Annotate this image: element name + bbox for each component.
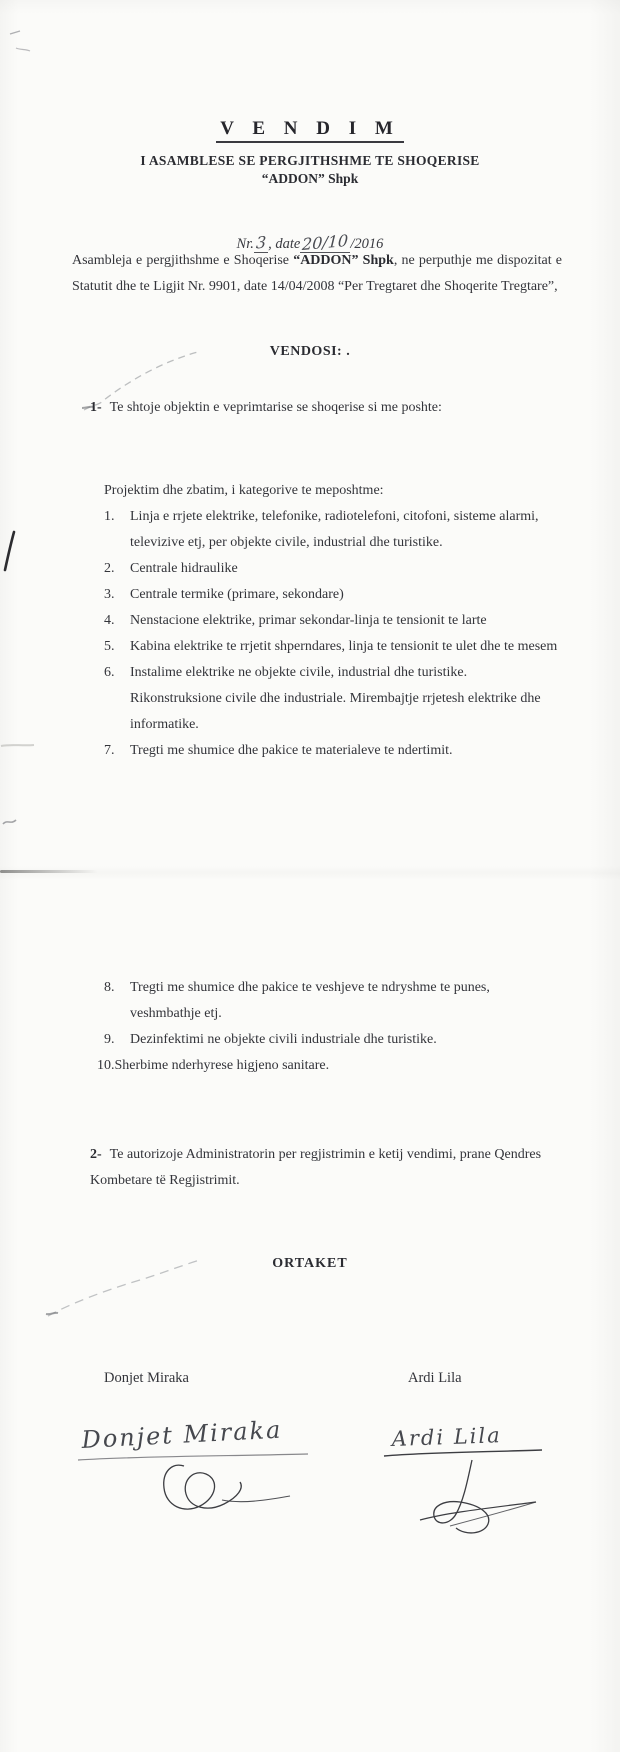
signature-text: Ardi Lila bbox=[391, 1423, 503, 1451]
list-item bbox=[97, 1053, 562, 1079]
item-text: Dezinfektimi ne objekte civili industriale dhe turistike. bbox=[130, 1032, 437, 1047]
vendosi-heading: VENDOSI: . bbox=[269, 344, 351, 359]
item-text: Linja e rrjete elektrike, telefonike, radiotelefoni, citofoni, sisteme alarmi, televizive etj, per objekte civile, industrial dhe turistike. bbox=[130, 509, 539, 550]
ortaket-heading: ORTAKET bbox=[272, 1256, 348, 1271]
list-item bbox=[104, 504, 562, 556]
list-item bbox=[104, 975, 562, 1027]
intro-company-bold: “ADDON” Shpk bbox=[293, 253, 394, 268]
list-item bbox=[104, 1027, 562, 1053]
item-number: 3. bbox=[104, 587, 115, 602]
sublist-intro: Projektim dhe zbatim, i kategorive te meposhtme: bbox=[104, 483, 384, 498]
item-text: Instalime elektrike ne objekte civile, industrial dhe turistike. Rikonstruksione civile dhe industriale. Mirembajtje rrjetesh elektrike dhe informatike. bbox=[130, 665, 541, 732]
point-2-marker: 2- bbox=[90, 1147, 102, 1162]
company-name: “ADDON” Shpk bbox=[261, 171, 359, 186]
activity-list-page2 bbox=[97, 975, 562, 1079]
item-text: Kabina elektrike te rrjetit shperndares, linja te tensionit te ulet dhe te mesem bbox=[130, 639, 558, 654]
signature-text: Donjet Miraka bbox=[80, 1415, 283, 1454]
item-text: Tregti me shumice dhe pakice te veshjeve te ndryshme te punes, veshmbathje etj. bbox=[130, 980, 490, 1021]
item-number: 4. bbox=[104, 613, 115, 628]
item-text: Centrale hidraulike bbox=[130, 561, 238, 576]
signer-name-left: Donjet Miraka bbox=[104, 1370, 189, 1386]
item-number: 8. bbox=[104, 980, 115, 995]
list-item bbox=[104, 660, 562, 738]
decision-point-1 bbox=[90, 395, 562, 421]
list-item bbox=[104, 582, 562, 608]
intro-text-before: Asambleja e pergjithshme e Shoqerise bbox=[72, 253, 294, 268]
signer-name-right: Ardi Lila bbox=[408, 1370, 462, 1386]
list-item bbox=[104, 634, 562, 660]
pencil-tilde-mark bbox=[0, 812, 24, 832]
date-label: , date bbox=[268, 236, 301, 252]
point-2-text: Te autorizoje Administratorin per regjistrimin e ketij vendimi, prane Qendres Kombetare të Regjistrimit. bbox=[90, 1147, 542, 1188]
signature-donjet-miraka bbox=[72, 1408, 332, 1548]
scan-smudge bbox=[0, 870, 98, 873]
point-1-text: Te shtoje objektin e veprimtarise se shoqerise si me poshte: bbox=[109, 400, 442, 415]
handwritten-number: 3 bbox=[255, 232, 267, 253]
item-number: 7. bbox=[104, 743, 115, 758]
list-item bbox=[104, 738, 562, 764]
document-subtitle: I ASAMBLESE SE PERGJITHSHME TE SHOQERISE bbox=[140, 153, 480, 168]
item-number: 1. bbox=[104, 509, 115, 524]
item-text: Sherbime nderhyrese higjeno sanitare. bbox=[114, 1058, 330, 1073]
intro-text-after: , ne perputhje me dispozitat e Statutit dhe te Ligjit Nr. 9901, date 14/04/2008 “Per Tregtaret dhe Shoqerite Tregtare”, bbox=[72, 253, 562, 294]
handwritten-date: 20/10 bbox=[301, 230, 349, 255]
pencil-tick-mark bbox=[6, 28, 46, 58]
item-number: 10. bbox=[97, 1058, 115, 1073]
list-item bbox=[104, 556, 562, 582]
item-number: 2. bbox=[104, 561, 115, 576]
point-1-marker: 1- bbox=[90, 400, 102, 415]
handwritten-slash-mark bbox=[0, 528, 22, 574]
decision-point-2 bbox=[90, 1142, 562, 1194]
item-number: 9. bbox=[104, 1032, 115, 1047]
item-text: Tregti me shumice dhe pakice te materialeve te ndertimit. bbox=[130, 743, 453, 758]
item-text: Nenstacione elektrike, primar sekondar-linja te tensionit te larte bbox=[130, 613, 487, 628]
intro-paragraph bbox=[72, 248, 562, 300]
document-title: V E N D I M bbox=[216, 118, 404, 143]
item-number: 6. bbox=[104, 665, 115, 680]
signature-ardi-lila bbox=[380, 1408, 550, 1578]
scan-edge-smudge bbox=[0, 738, 36, 754]
item-number: 5. bbox=[104, 639, 115, 654]
activity-list-page1 bbox=[104, 478, 562, 764]
item-text: Centrale termike (primare, sekondare) bbox=[130, 587, 344, 602]
scan-seam bbox=[0, 866, 620, 880]
year-text: /2016 bbox=[350, 236, 384, 252]
document-header bbox=[0, 118, 620, 187]
list-item bbox=[104, 608, 562, 634]
number-label: Nr. bbox=[236, 236, 254, 252]
